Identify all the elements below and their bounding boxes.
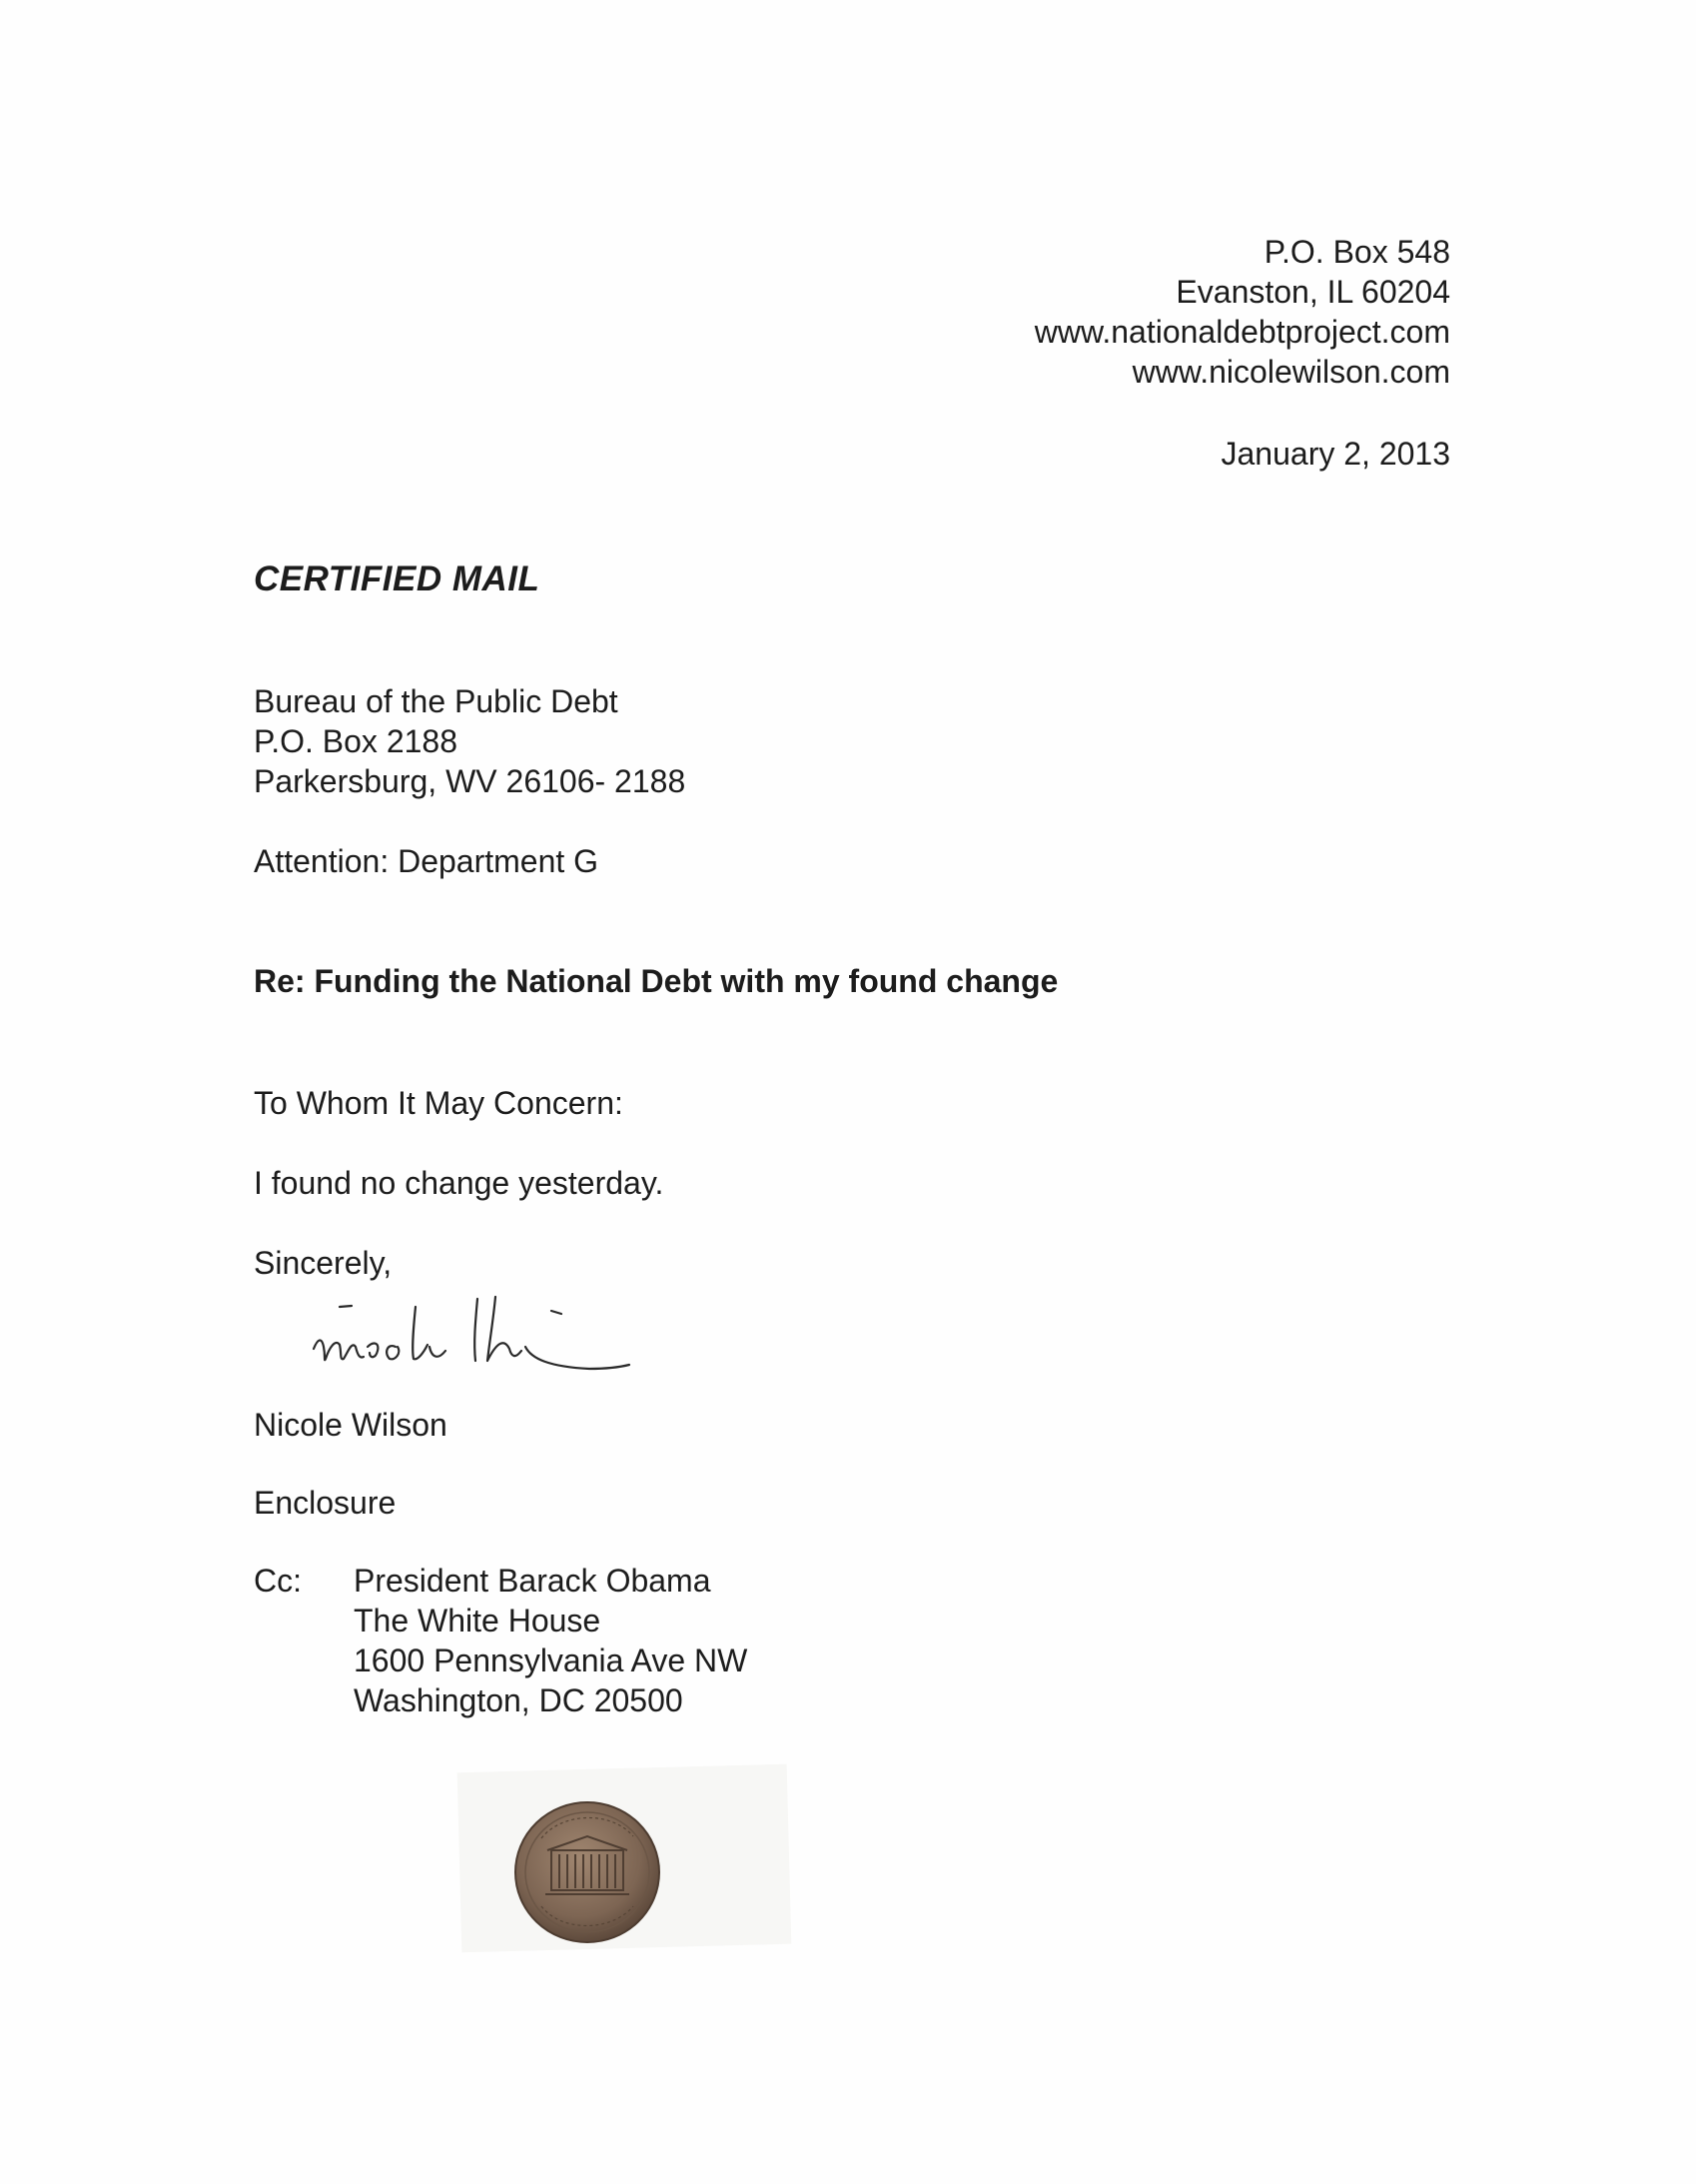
closing: Sincerely, xyxy=(254,1245,393,1281)
cc-address xyxy=(354,1561,747,1720)
recipient-name: Bureau of the Public Debt xyxy=(254,683,618,719)
cc-city: Washington, DC 20500 xyxy=(354,1682,683,1718)
letter-date: January 2, 2013 xyxy=(1221,436,1450,472)
signature-name: Nicole Wilson xyxy=(254,1407,447,1443)
sender-website-1: www.nationaldebtproject.com xyxy=(1034,314,1450,350)
penny-coin-icon xyxy=(511,1798,663,1946)
sender-po-box: P.O. Box 548 xyxy=(1264,234,1450,270)
cc-label: Cc: xyxy=(254,1563,302,1599)
salutation: To Whom It May Concern: xyxy=(254,1085,623,1121)
cc-building: The White House xyxy=(354,1603,601,1638)
recipient-city: Parkersburg, WV 26106- 2188 xyxy=(254,763,686,799)
recipient-po-box: P.O. Box 2188 xyxy=(254,723,457,759)
cc-street: 1600 Pennsylvania Ave NW xyxy=(354,1642,748,1678)
mail-type-heading: CERTIFIED MAIL xyxy=(254,559,540,598)
letter-body: I found no change yesterday. xyxy=(254,1165,664,1201)
sender-city: Evanston, IL 60204 xyxy=(1176,274,1450,310)
handwritten-signature-icon xyxy=(300,1287,659,1397)
cc-name: President Barack Obama xyxy=(354,1563,711,1599)
recipient-address xyxy=(254,681,685,881)
sender-address xyxy=(1035,232,1450,392)
recipient-attention: Attention: Department G xyxy=(254,843,599,879)
subject-line: Re: Funding the National Debt with my found change xyxy=(254,963,1059,999)
enclosure-note: Enclosure xyxy=(254,1485,397,1521)
sender-website-2: www.nicolewilson.com xyxy=(1132,354,1450,390)
